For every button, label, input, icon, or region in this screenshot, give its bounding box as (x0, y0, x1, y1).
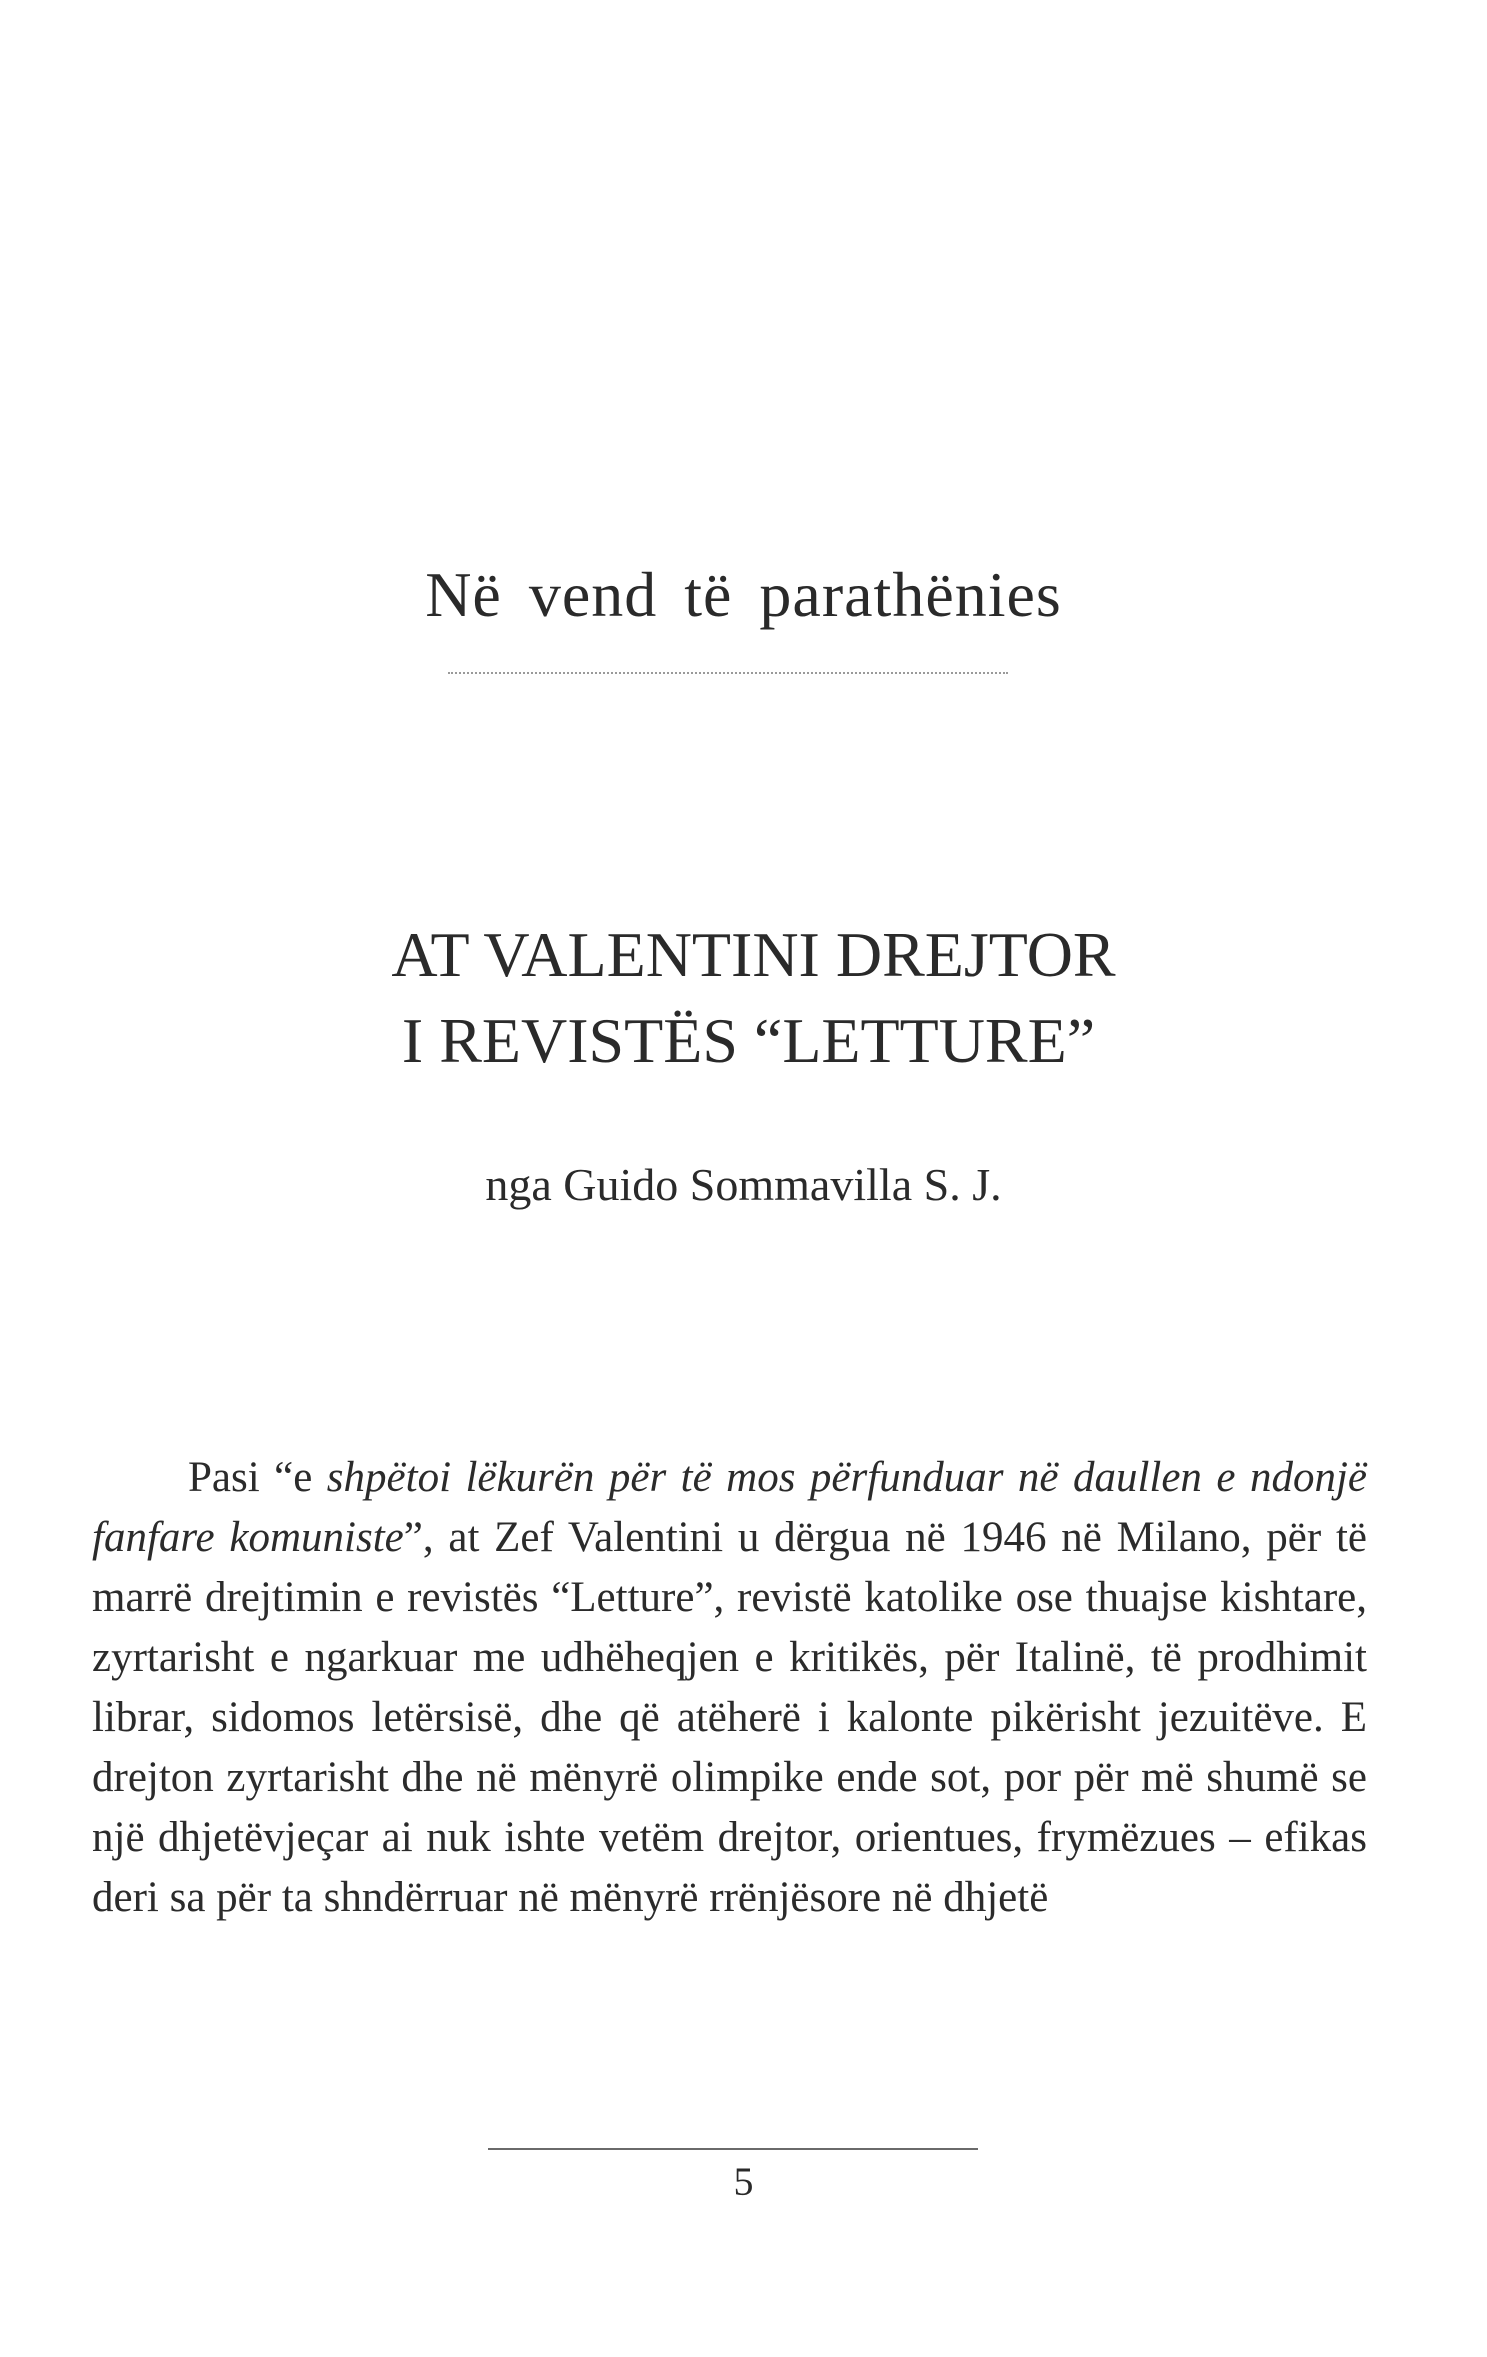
author-byline: nga Guido Sommavilla S. J. (485, 1159, 1002, 1210)
paragraph-italic-quote: shpëtoi lëkurën për të mos përfunduar në daullen e ndonjë fanfare komuniste (92, 1454, 1367, 1561)
heading-line-2: I REVISTËS “LETTURE” (401, 1005, 1096, 1076)
page-number: 5 (733, 2159, 754, 2204)
heading-line-1: AT VALENTINI DREJTOR (391, 919, 1116, 990)
paragraph-rest: ”, at Zef Valentini u dërgua në 1946 në Milano, për të marrë drejtimin e revistës “Letture”, revistë katolike ose thuajse kishtare, zyrtarisht e ngarkuar me udhëheqjen e kritikës, për Italinë, të prodhimit librar, sidomos letërsisë, dhe që atëherë i kalonte pikërisht jezuitëve. E drejton zyrtarisht dhe në mënyrë olimpike ende sot, por për më shumë se një dhjetëvjeçar ai nuk ishte vetëm drejtor, orientues, frymëzues – efikas deri sa për ta shndërruar në mënyrë rrënjësore në dhjetë (92, 1514, 1368, 1921)
article-heading (0, 912, 1487, 1084)
title-underline-rule (448, 672, 1008, 674)
paragraph-intro: Pasi “e (188, 1454, 327, 1501)
body-paragraph (92, 1448, 1367, 1928)
footer-rule (488, 2148, 978, 2150)
section-title: Në vend të parathënies (425, 559, 1062, 630)
